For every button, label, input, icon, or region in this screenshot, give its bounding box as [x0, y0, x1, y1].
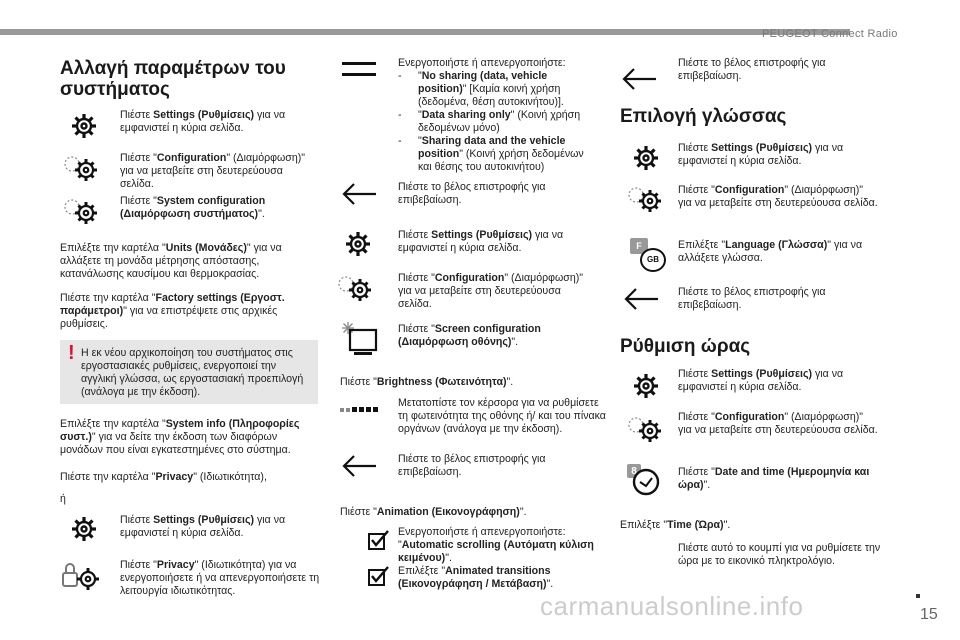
section-title-system-settings: Αλλαγή παραμέτρων του συστήματος	[60, 58, 286, 100]
bars-icon	[342, 62, 376, 76]
step-configuration: Πιέστε "Configuration" (Διαμόρφωση)" για να μεταβείτε στη δευτερεύουσα σελίδα.	[120, 152, 305, 190]
animation-option-transitions: Επιλέξτε "Animated transitions (Εικονογράφηση / Μετάβαση)".	[398, 565, 554, 590]
back-arrow-icon	[342, 455, 376, 477]
privacy-intro: Ενεργοποιήστε ή απενεργοποιήστε:	[398, 57, 566, 69]
gear-icon	[62, 152, 102, 184]
para-units: Επιλέξτε την καρτέλα "Units (Μονάδες)" για να αλλάξετε τη μονάδα μέτρησης απόστασης, κατανάλωσης καυσίμου και θερμοκρασίας.	[60, 242, 282, 280]
step-language: Επιλέξτε "Language (Γλώσσα)" για να αλλάξετε γλώσσα.	[678, 239, 863, 264]
section-title-language: Επιλογή γλώσσας	[620, 106, 787, 127]
slider-icon	[340, 405, 384, 415]
lock-icon	[60, 560, 102, 594]
step-system-configuration: Πιέστε "System configuration (Διαμόρφωση συστήματος)".	[120, 195, 266, 220]
gear-icon	[70, 112, 98, 140]
step-settings-4: Πιέστε Settings (Ρυθμίσεις) για να εμφανιστεί η κύρια σελίδα.	[678, 142, 844, 167]
step-configuration-2: Πιέστε "Configuration" (Διαμόρφωση)" για να μεταβείτε στη δευτερεύουσα σελίδα.	[398, 272, 583, 310]
warning-icon: !	[68, 342, 75, 364]
back-arrow-icon	[342, 183, 376, 205]
back-confirm-2: Πιέστε το βέλος επιστροφής για επιβεβαίωση.	[398, 453, 546, 478]
para-time: Επιλέξτε "Time (Ώρα)".	[620, 519, 731, 531]
gear-icon	[632, 144, 660, 172]
step-configuration-3: Πιέστε "Configuration" (Διαμόρφωση)" για να μεταβείτε στη δευτερεύουσα σελίδα.	[678, 184, 878, 209]
back-arrow-icon	[622, 68, 656, 90]
gear-icon	[344, 230, 372, 258]
privacy-option-data-and-position: "Sharing data and the vehicle position" (Κοινή χρήση δεδομένων και θέσης του αυτοκινήτου)	[418, 135, 584, 173]
clock-icon	[626, 462, 662, 498]
step-date-time: Πιέστε "Date and time (Ημερομηνία και ώρα)".	[678, 466, 870, 491]
page-number: 15	[920, 606, 938, 623]
privacy-option-no-sharing: "No sharing (data, vehicle position)" [Καμία κοινή χρήση (δεδομένα, θέση αυτοκινήτου)].	[418, 70, 564, 108]
running-header: PEUGEOT Connect Radio	[762, 28, 898, 40]
language-icon	[630, 238, 664, 270]
time-keyboard-instructions: Πιέστε αυτό το κουμπί για να ρυθμίσετε την ώρα με το εικονικό πληκτρολόγιο.	[678, 542, 881, 567]
gear-icon	[632, 372, 660, 400]
bullet-dash: -	[398, 135, 402, 147]
gear-icon	[626, 413, 666, 445]
section-title-time: Ρύθμιση ώρας	[620, 336, 751, 357]
warning-note	[60, 340, 318, 404]
gear-icon	[336, 272, 376, 304]
back-confirm-4: Πιέστε το βέλος επιστροφής για επιβεβαίωση.	[678, 286, 826, 311]
para-animation: Πιέστε "Animation (Εικονογράφηση)".	[340, 506, 527, 518]
or-text: ή	[60, 493, 66, 505]
para-privacy: Πιέστε την καρτέλα "Privacy" (Ιδιωτικότητα),	[60, 471, 267, 483]
step-privacy: Πιέστε "Privacy" (Ιδιωτικότητα) για να ενεργοποιήσετε ή να απενεργοποιήσετε τη λειτουργία ιδιωτικότητας.	[120, 559, 320, 597]
clock-badge: 8	[631, 466, 637, 477]
step-settings-5: Πιέστε Settings (Ρυθμίσεις) για να εμφανιστεί η κύρια σελίδα.	[678, 368, 844, 393]
checkbox-icon	[368, 566, 390, 586]
step-configuration-4: Πιέστε "Configuration" (Διαμόρφωση)" για να μεταβείτε στη δευτερεύουσα σελίδα.	[678, 411, 878, 436]
header-rule	[0, 29, 850, 35]
para-brightness: Πιέστε "Brightness (Φωτεινότητα)".	[340, 376, 514, 388]
language-flag-f: F	[630, 238, 648, 254]
watermark: carmanualsonline.info	[540, 591, 804, 621]
step-screen-configuration: Πιέστε "Screen configuration (Διαμόρφωση οθόνης)".	[398, 323, 541, 348]
step-settings-3: Πιέστε Settings (Ρυθμίσεις) για να εμφανιστεί η κύρια σελίδα.	[398, 229, 564, 254]
warning-note-text: Η εκ νέου αρχικοποίηση του συστήματος στις εργοστασιακές ρυθμίσεις, ενεργοποιεί την αγγλική γλώσσα, ως εργοστασιακή προεπιλογή (ανάλογα με την έκδοση).	[81, 347, 304, 398]
back-confirm-3: Πιέστε το βέλος επιστροφής για επιβεβαίωση.	[678, 57, 826, 82]
checkbox-icon	[368, 530, 390, 550]
back-confirm-1: Πιέστε το βέλος επιστροφής για επιβεβαίωση.	[398, 181, 546, 206]
brightness-instructions: Μετατοπίστε τον κέρσορα για να ρυθμίσετε τη φωτεινότητα της οθόνης ή/ και του πίνακα οργάνων (ανάλογα με την έκδοση).	[398, 397, 606, 435]
step-settings-2: Πιέστε Settings (Ρυθμίσεις) για να εμφανιστεί η κύρια σελίδα.	[120, 514, 286, 539]
bullet-dash: -	[398, 70, 402, 82]
page-marker	[916, 594, 920, 598]
bullet-dash: -	[398, 109, 402, 121]
para-system-info: Επιλέξτε την καρτέλα "System info (Πληροφορίες συστ.)" για να δείτε την έκδοση των διαφόρων μονάδων που είναι εγκατεστημένες στο σύστημα.	[60, 418, 300, 456]
step-settings: Πιέστε Settings (Ρυθμίσεις) για να εμφανιστεί η κύρια σελίδα.	[120, 109, 286, 134]
brightness-screen-icon	[340, 320, 380, 356]
gear-icon	[70, 515, 98, 543]
para-factory-settings: Πιέστε την καρτέλα "Factory settings (Εργοστ. παράμετροι)" για να επιστρέψετε στις αρχικές ρυθμίσεις.	[60, 292, 285, 330]
privacy-option-data-only: "Data sharing only" (Κοινή χρήση δεδομένων μόνο)	[418, 109, 581, 134]
back-arrow-icon	[624, 288, 658, 310]
gear-icon	[626, 183, 666, 215]
animation-option-scrolling: Ενεργοποιήστε ή απενεργοποιήστε: "Automatic scrolling (Αυτόματη κύλιση κειμένου)".	[398, 526, 594, 564]
language-flag-gb: GB	[640, 248, 666, 272]
gear-icon	[62, 195, 102, 227]
